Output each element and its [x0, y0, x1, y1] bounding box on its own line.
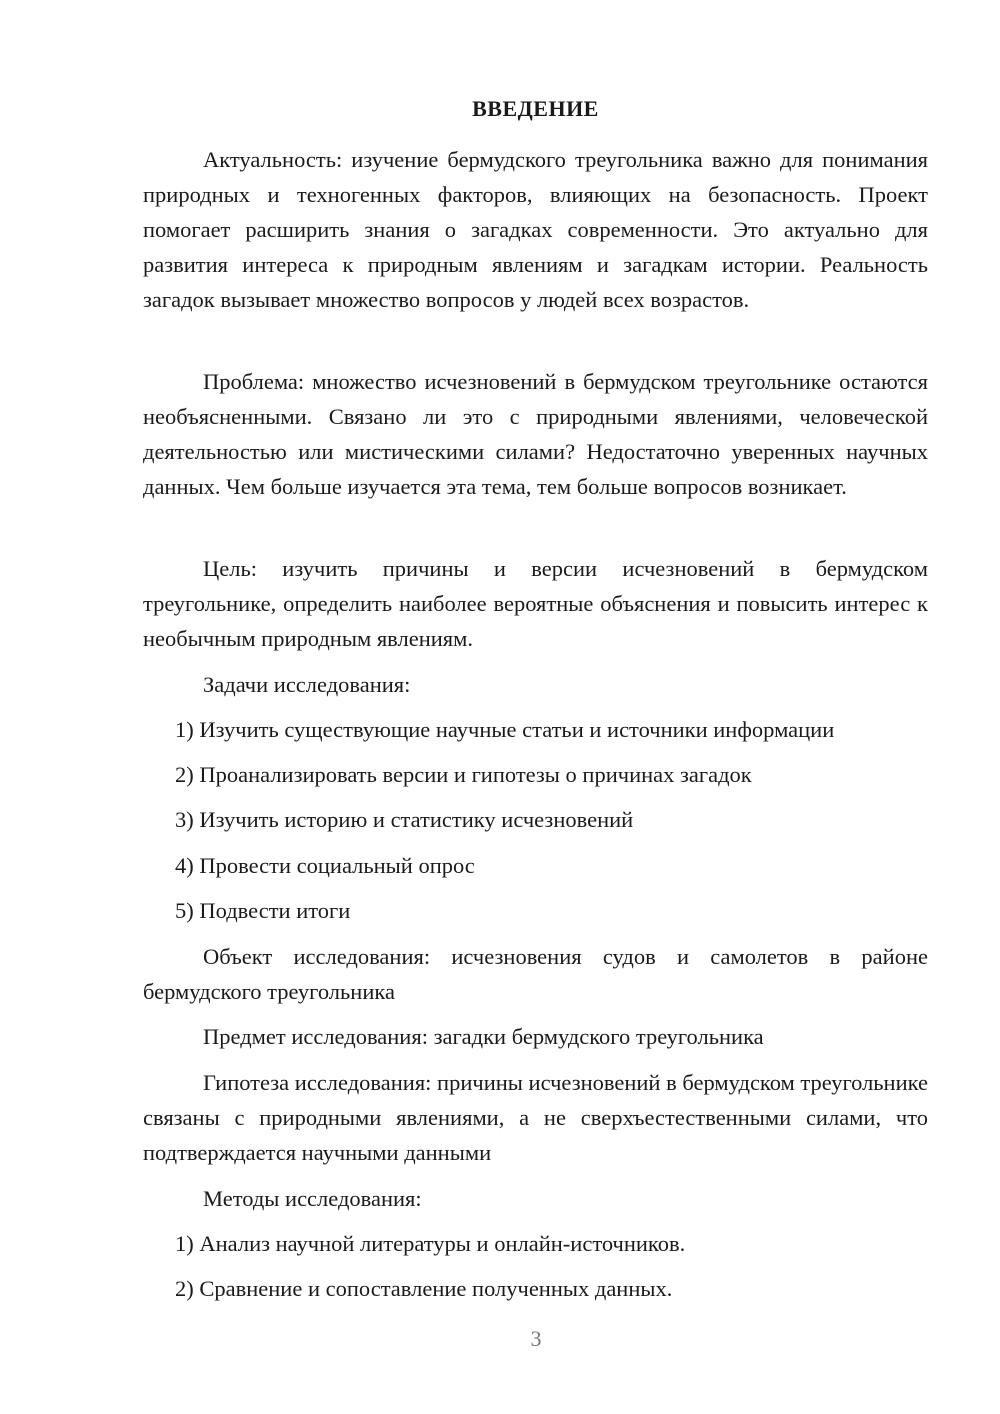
method-item-1: 1) Анализ научной литературы и онлайн-источников.	[175, 1231, 686, 1256]
page-number: 3	[530, 1326, 542, 1351]
paragraph-problem: Проблема: множество исчезновений в бермудском треугольнике остаются необъясненными. Связано ли это с природными явлениями, человеческой деятельностью или мистическими силами? Недостаточно уверенных научных данных. Чем больше изучается эта тема, тем больше вопросов возникает.	[143, 369, 928, 499]
paragraph-relevance: Актуальность: изучение бермудского треугольника важно для понимания природных и техногенных факторов, влияющих на безопасность. Проект помогает расширить знания о загадках современности. Это актуально для развития интереса к природным явлениям и загадкам истории. Реальность загадок вызывает множество вопросов у людей всех возрастов.	[143, 147, 928, 312]
paragraph-hypothesis: Гипотеза исследования: причины исчезновений в бермудском треугольнике связаны с природными явлениями, а не сверхъестественными силами, что подтверждается научными данными	[143, 1070, 928, 1165]
method-item-2: 2) Сравнение и сопоставление полученных данных.	[175, 1276, 673, 1301]
paragraph-object: Объект исследования: исчезновения судов и самолетов в районе бермудского треугольника	[143, 944, 928, 1004]
task-item-5: 5) Подвести итоги	[175, 898, 351, 923]
paragraph-subject: Предмет исследования: загадки бермудского треугольника	[203, 1024, 764, 1049]
task-item-1: 1) Изучить существующие научные статьи и источники информации	[175, 717, 835, 742]
methods-heading: Методы исследования:	[203, 1186, 422, 1211]
page-title: ВВЕДЕНИЕ	[472, 96, 599, 121]
task-item-4: 4) Провести социальный опрос	[175, 853, 475, 878]
task-item-3: 3) Изучить историю и статистику исчезновений	[175, 807, 634, 832]
tasks-heading: Задачи исследования:	[203, 672, 411, 697]
paragraph-goal: Цель: изучить причины и версии исчезновений в бермудском треугольнике, определить наиболее вероятные объяснения и повысить интерес к необычным природным явлениям.	[143, 556, 928, 651]
task-item-2: 2) Проанализировать версии и гипотезы о причинах загадок	[175, 762, 752, 787]
